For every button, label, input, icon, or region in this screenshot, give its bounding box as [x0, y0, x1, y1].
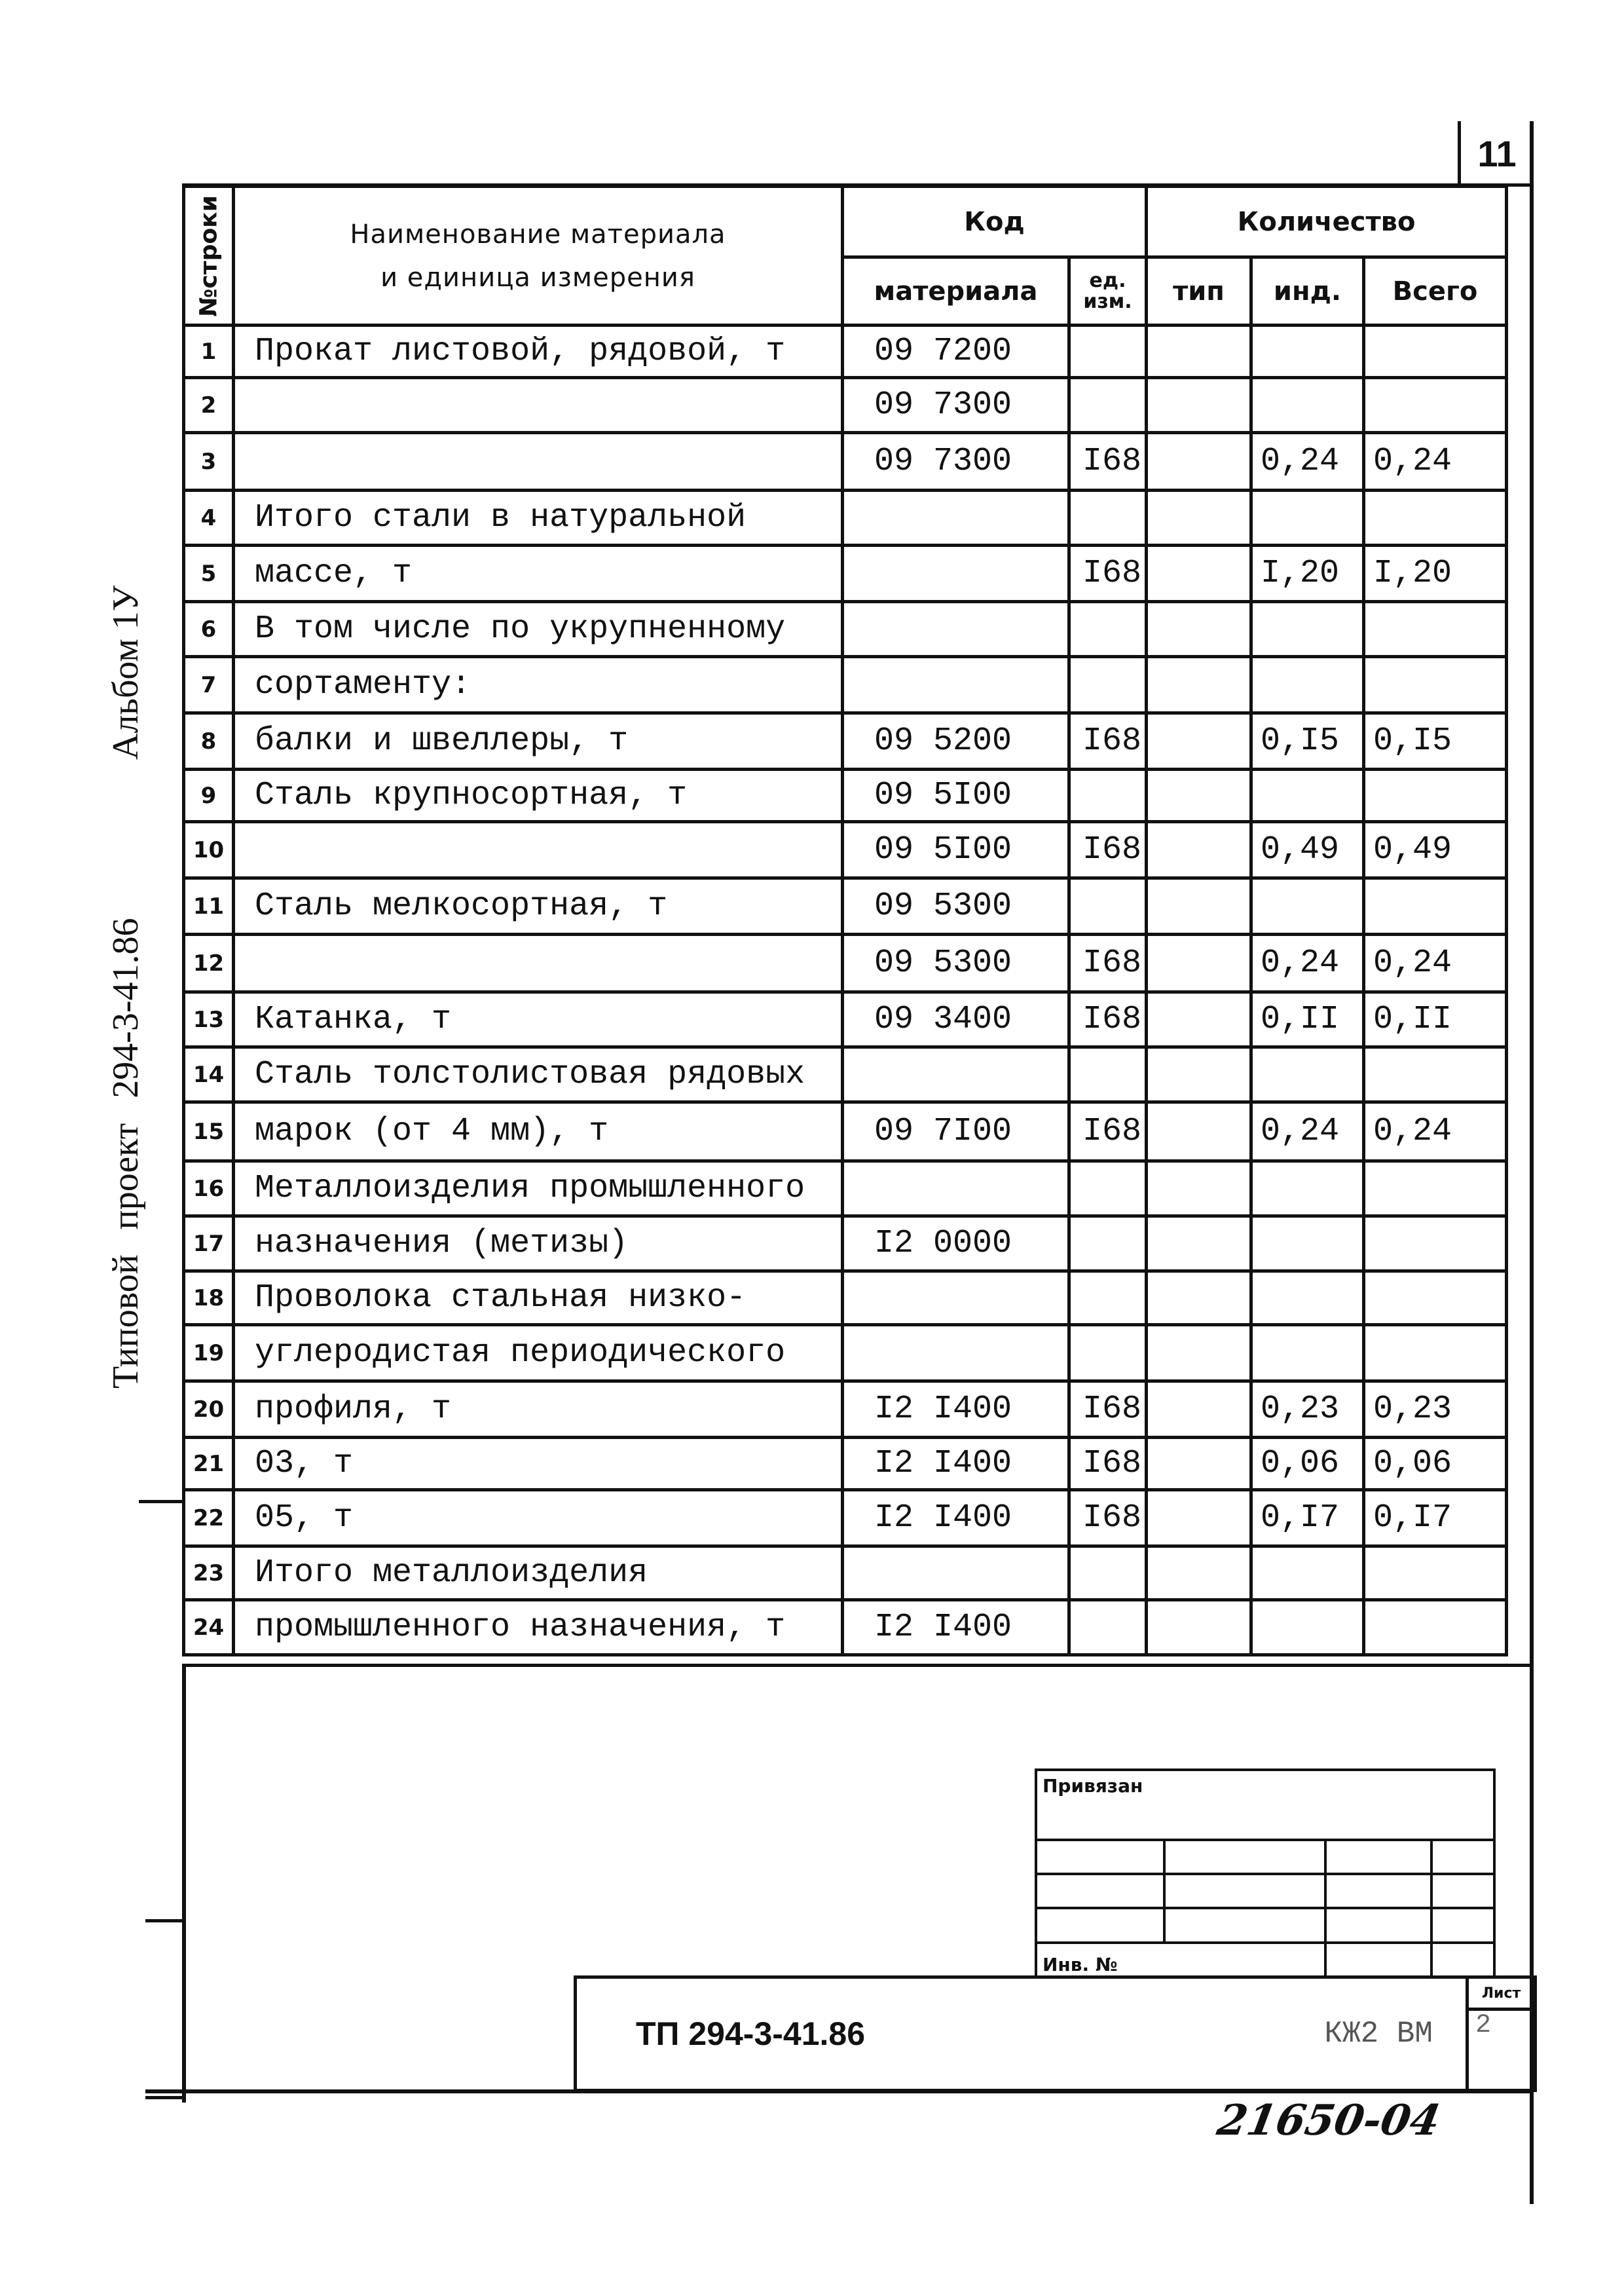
material-code: 09 5I00: [843, 770, 1069, 822]
unit-code: [1069, 1216, 1147, 1271]
qty-ind: 0,I5: [1251, 713, 1364, 770]
stamp-cell: [1036, 1874, 1164, 1908]
material-code: I2 I400: [843, 1490, 1069, 1546]
material-code: 09 5300: [843, 878, 1069, 935]
qty-type: [1147, 378, 1251, 433]
qty-total: [1364, 878, 1507, 935]
margin-line: [145, 1919, 183, 1922]
material-code: 09 7200: [843, 326, 1069, 378]
qty-ind: [1251, 491, 1364, 546]
material-name: Прокат листовой, рядовой, т: [234, 326, 843, 378]
qty-type: [1147, 713, 1251, 770]
qty-total: [1364, 1600, 1507, 1655]
table-row: [184, 1047, 1507, 1102]
material-name: Сталь крупносортная, т: [234, 770, 843, 822]
material-name: Катанка, т: [234, 992, 843, 1047]
qty-type: [1147, 1490, 1251, 1546]
frame-right-border: [1530, 121, 1534, 2204]
material-name: Металлоизделия промышленного: [234, 1161, 843, 1216]
qty-total: [1364, 1216, 1507, 1271]
table-row: [184, 1381, 1507, 1438]
table-row: [184, 657, 1507, 713]
stamp-cell: [1036, 1908, 1164, 1942]
qty-ind: [1251, 1546, 1364, 1600]
material-name: В том числе по укрупненному: [234, 602, 843, 657]
qty-ind: 0,06: [1251, 1438, 1364, 1490]
material-name: назначения (метизы): [234, 1216, 843, 1271]
binding-stamp: [1035, 1768, 1496, 1978]
material-name: 05, т: [234, 1490, 843, 1546]
material-name: [234, 935, 843, 992]
unit-code: I68: [1069, 992, 1147, 1047]
qty-type: [1147, 546, 1251, 602]
side-album-label: Альбом 1У: [105, 585, 146, 760]
table-row: [184, 1438, 1507, 1490]
material-code: [843, 1271, 1069, 1325]
document-code: ТП 294-3-41.86: [636, 2015, 866, 2052]
qty-ind: [1251, 1161, 1364, 1216]
qty-ind: I,20: [1251, 546, 1364, 602]
row-number: 11: [184, 878, 234, 935]
qty-ind: [1251, 1600, 1364, 1655]
unit-code: [1069, 1161, 1147, 1216]
table-row: [184, 602, 1507, 657]
material-code: [843, 657, 1069, 713]
header-name-line1: Наименование материала: [350, 219, 726, 250]
unit-code: I68: [1069, 713, 1147, 770]
stamp-cell: [1431, 1908, 1494, 1942]
unit-code: I68: [1069, 546, 1147, 602]
table-row: [184, 1161, 1507, 1216]
unit-code: [1069, 1271, 1147, 1325]
qty-type: [1147, 1271, 1251, 1325]
header-code: Код: [843, 187, 1147, 257]
qty-total: 0,06: [1364, 1438, 1507, 1490]
material-name: Итого стали в натуральной: [234, 491, 843, 546]
material-name: Проволока стальная низко-: [234, 1271, 843, 1325]
row-number: 14: [184, 1047, 234, 1102]
row-number: 18: [184, 1271, 234, 1325]
unit-code: [1069, 491, 1147, 546]
qty-type: [1147, 878, 1251, 935]
stamp-cell: [1164, 1908, 1325, 1942]
row-number: 15: [184, 1102, 234, 1161]
qty-total: [1364, 1271, 1507, 1325]
stamp-cell: [1431, 1943, 1494, 1977]
qty-total: I,20: [1364, 546, 1507, 602]
stamp-cell: [1164, 1840, 1325, 1874]
material-code: [843, 1546, 1069, 1600]
table-row: [184, 1271, 1507, 1325]
table-row: [184, 378, 1507, 433]
qty-type: [1147, 770, 1251, 822]
unit-code: [1069, 1325, 1147, 1381]
unit-code: [1069, 326, 1147, 378]
row-number: 7: [184, 657, 234, 713]
material-code: 09 7300: [843, 378, 1069, 433]
material-code: 09 5300: [843, 935, 1069, 992]
qty-ind: 0,I7: [1251, 1490, 1364, 1546]
table-row: [184, 1325, 1507, 1381]
row-number: 17: [184, 1216, 234, 1271]
material-name: [234, 822, 843, 878]
qty-ind: [1251, 1271, 1364, 1325]
unit-code: I68: [1069, 1381, 1147, 1438]
unit-code: I68: [1069, 935, 1147, 992]
material-code: [843, 1161, 1069, 1216]
sheet-code: КЖ2 ВМ: [1324, 2017, 1433, 2051]
material-code: 09 3400: [843, 992, 1069, 1047]
qty-type: [1147, 602, 1251, 657]
material-name: марок (от 4 мм), т: [234, 1102, 843, 1161]
material-name: массе, т: [234, 546, 843, 602]
material-name: профиля, т: [234, 1381, 843, 1438]
qty-ind: [1251, 657, 1364, 713]
row-number: 1: [184, 326, 234, 378]
qty-type: [1147, 1325, 1251, 1381]
table-row: [184, 713, 1507, 770]
qty-type: [1147, 1102, 1251, 1161]
material-name: [234, 433, 843, 491]
table-row: [184, 770, 1507, 822]
frame-bottom-divider: [182, 1664, 1534, 1667]
table-row: [184, 822, 1507, 878]
qty-type: [1147, 992, 1251, 1047]
qty-type: [1147, 1047, 1251, 1102]
materials-table: [182, 185, 1508, 1656]
qty-total: [1364, 602, 1507, 657]
qty-type: [1147, 491, 1251, 546]
qty-ind: 0,24: [1251, 1102, 1364, 1161]
qty-type: [1147, 326, 1251, 378]
header-qty-ind: инд.: [1251, 257, 1364, 326]
side-project-label: Типовой проект 294-3-41.86: [105, 918, 146, 1389]
material-code: [843, 546, 1069, 602]
material-code: I2 I400: [843, 1381, 1069, 1438]
material-code: I2 I400: [843, 1600, 1069, 1655]
unit-code: [1069, 1600, 1147, 1655]
margin-line: [145, 2096, 182, 2099]
material-code: I2 I400: [843, 1438, 1069, 1490]
table-row: [184, 1102, 1507, 1161]
qty-ind: [1251, 1047, 1364, 1102]
material-code: I2 0000: [843, 1216, 1069, 1271]
material-code: [843, 1047, 1069, 1102]
qty-total: [1364, 1161, 1507, 1216]
row-number: 6: [184, 602, 234, 657]
title-block-main: [576, 1977, 1467, 2091]
material-code: [843, 1325, 1069, 1381]
frame-left-border: [182, 1664, 186, 2103]
qty-total: [1364, 1047, 1507, 1102]
material-name: балки и швеллеры, т: [234, 713, 843, 770]
qty-total: [1364, 657, 1507, 713]
qty-ind: 0,49: [1251, 822, 1364, 878]
qty-type: [1147, 1381, 1251, 1438]
row-number: 4: [184, 491, 234, 546]
material-code: 09 5200: [843, 713, 1069, 770]
qty-ind: [1251, 1325, 1364, 1381]
qty-type: [1147, 822, 1251, 878]
qty-type: [1147, 1438, 1251, 1490]
unit-code: I68: [1069, 1490, 1147, 1546]
row-number: 13: [184, 992, 234, 1047]
material-code: 09 7I00: [843, 1102, 1069, 1161]
header-row-number: [184, 187, 234, 326]
qty-ind: [1251, 1216, 1364, 1271]
sheet-number: 2: [1467, 2010, 1536, 2091]
row-number: 10: [184, 822, 234, 878]
header-code-material: материала: [843, 257, 1069, 326]
unit-code: [1069, 878, 1147, 935]
row-number: 19: [184, 1325, 234, 1381]
stamp-cell: [1325, 1943, 1431, 1977]
row-number: 24: [184, 1600, 234, 1655]
qty-total: 0,II: [1364, 992, 1507, 1047]
page-number: 11: [1477, 133, 1517, 174]
qty-type: [1147, 1161, 1251, 1216]
stamp-inv-no: Инв. №: [1036, 1943, 1325, 1977]
qty-total: 0,I5: [1364, 713, 1507, 770]
qty-ind: [1251, 602, 1364, 657]
header-qty-type: тип: [1147, 257, 1251, 326]
qty-ind: 0,23: [1251, 1381, 1364, 1438]
stamp-cell: [1036, 1840, 1164, 1874]
material-name: Сталь мелкосортная, т: [234, 878, 843, 935]
row-number: 3: [184, 433, 234, 491]
row-number: 23: [184, 1546, 234, 1600]
table-row: [184, 935, 1507, 992]
material-name: [234, 378, 843, 433]
sheet-label: Лист: [1467, 1977, 1536, 2010]
materials-rows: [184, 326, 1507, 1655]
row-number: 8: [184, 713, 234, 770]
qty-type: [1147, 1546, 1251, 1600]
unit-code: I68: [1069, 822, 1147, 878]
qty-ind: [1251, 770, 1364, 822]
handwritten-number: 21650-04: [1213, 2096, 1444, 2145]
qty-ind: 0,24: [1251, 935, 1364, 992]
table-row: [184, 1546, 1507, 1600]
header-unit-line1: ед.: [1089, 269, 1126, 292]
header-unit-line2: изм.: [1083, 290, 1132, 313]
unit-code: [1069, 378, 1147, 433]
qty-type: [1147, 935, 1251, 992]
unit-code: I68: [1069, 1438, 1147, 1490]
header-code-unit: [1069, 257, 1147, 326]
margin-line: [139, 1500, 183, 1503]
material-name: углеродистая периодического: [234, 1325, 843, 1381]
material-name: Сталь толстолистовая рядовых: [234, 1047, 843, 1102]
unit-code: [1069, 1546, 1147, 1600]
table-row: [184, 992, 1507, 1047]
qty-ind: 0,II: [1251, 992, 1364, 1047]
stamp-cell: [1325, 1874, 1431, 1908]
qty-total: 0,I7: [1364, 1490, 1507, 1546]
header-qty-total: Всего: [1364, 257, 1507, 326]
qty-type: [1147, 657, 1251, 713]
stamp-linked: Привязан: [1036, 1770, 1494, 1840]
unit-code: [1069, 770, 1147, 822]
qty-total: 0,24: [1364, 935, 1507, 992]
row-number: 16: [184, 1161, 234, 1216]
qty-type: [1147, 1600, 1251, 1655]
unit-code: [1069, 1047, 1147, 1102]
row-number: 2: [184, 378, 234, 433]
qty-total: [1364, 1325, 1507, 1381]
material-name: сортаменту:: [234, 657, 843, 713]
qty-total: [1364, 326, 1507, 378]
qty-total: [1364, 1546, 1507, 1600]
table-row: [184, 326, 1507, 378]
qty-total: 0,24: [1364, 1102, 1507, 1161]
material-code: [843, 602, 1069, 657]
row-number: 5: [184, 546, 234, 602]
table-row: [184, 546, 1507, 602]
unit-code: I68: [1069, 1102, 1147, 1161]
qty-type: [1147, 433, 1251, 491]
material-code: 09 7300: [843, 433, 1069, 491]
table-row: [184, 433, 1507, 491]
material-code: [843, 491, 1069, 546]
qty-total: [1364, 378, 1507, 433]
qty-ind: 0,24: [1251, 433, 1364, 491]
qty-total: 0,23: [1364, 1381, 1507, 1438]
material-name: промышленного назначения, т: [234, 1600, 843, 1655]
stamp-cell: [1164, 1874, 1325, 1908]
qty-total: 0,49: [1364, 822, 1507, 878]
table-row: [184, 491, 1507, 546]
row-number: 21: [184, 1438, 234, 1490]
material-name: Итого металлоизделия: [234, 1546, 843, 1600]
qty-type: [1147, 1216, 1251, 1271]
header-name-line2: и единица измерения: [380, 262, 695, 293]
material-name: 03, т: [234, 1438, 843, 1490]
table-row: [184, 1216, 1507, 1271]
qty-ind: [1251, 326, 1364, 378]
row-number: 9: [184, 770, 234, 822]
qty-total: 0,24: [1364, 433, 1507, 491]
stamp-cell: [1325, 1840, 1431, 1874]
header-quantity: Количество: [1147, 187, 1507, 257]
qty-ind: [1251, 378, 1364, 433]
stamp-cell: [1325, 1908, 1431, 1942]
qty-total: [1364, 770, 1507, 822]
table-row: [184, 1490, 1507, 1546]
stamp-cell: [1431, 1874, 1494, 1908]
header-row-number-label: №строки: [195, 195, 222, 317]
unit-code: I68: [1069, 433, 1147, 491]
row-number: 22: [184, 1490, 234, 1546]
table-row: [184, 1600, 1507, 1655]
table-row: [184, 878, 1507, 935]
unit-code: [1069, 657, 1147, 713]
header-material-name: [234, 187, 843, 326]
unit-code: [1069, 602, 1147, 657]
qty-ind: [1251, 878, 1364, 935]
stamp-cell: [1431, 1840, 1494, 1874]
row-number: 12: [184, 935, 234, 992]
title-block: [574, 1975, 1537, 2092]
frame-bottom-border: [145, 2089, 1534, 2093]
qty-total: [1364, 491, 1507, 546]
row-number: 20: [184, 1381, 234, 1438]
material-code: 09 5I00: [843, 822, 1069, 878]
